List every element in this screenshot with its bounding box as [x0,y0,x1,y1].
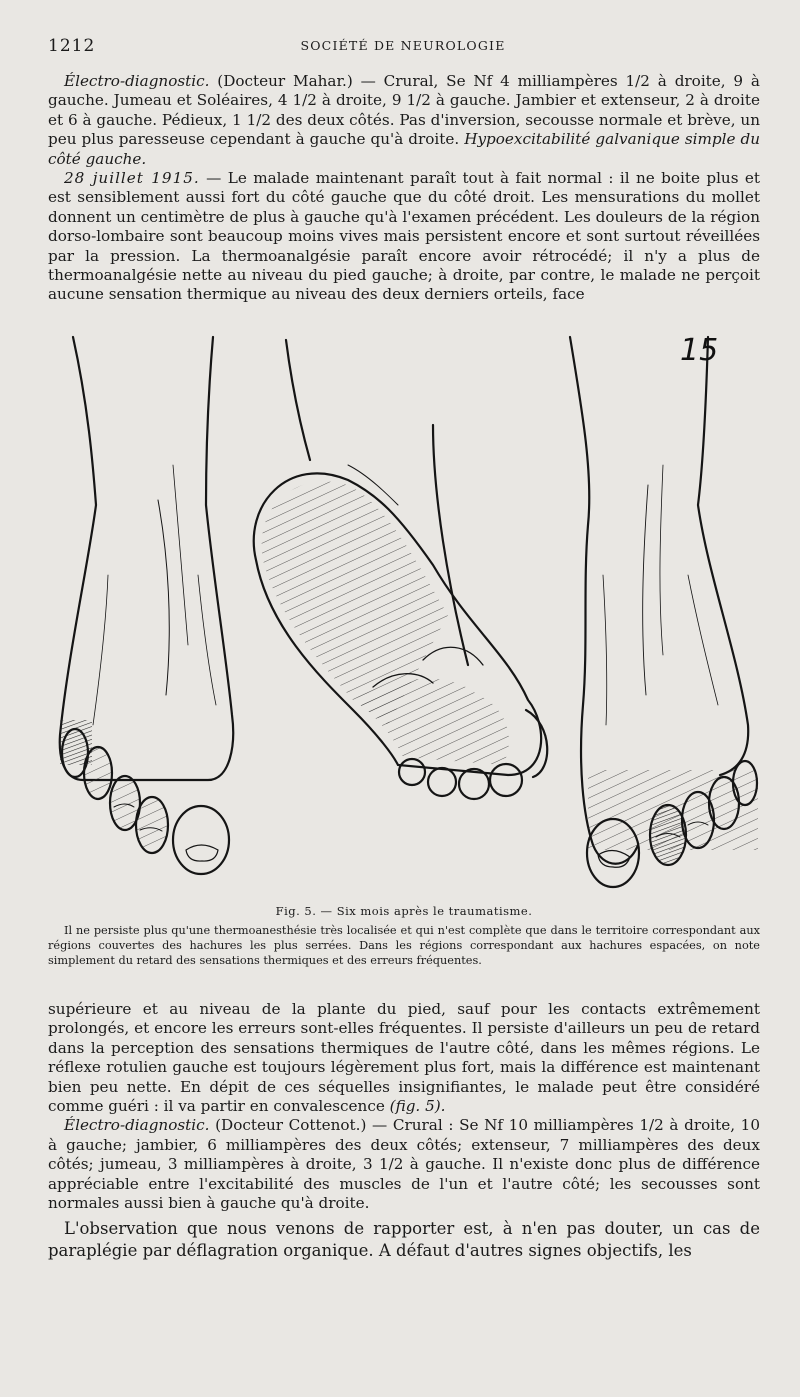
journal-title: SOCIÉTÉ DE NEUROLOGIE [300,38,506,53]
page-number: 1212 [48,36,96,56]
left-foot [60,337,233,874]
caption-text: Il ne persiste plus qu'une thermoanesthésie très localisée et qui n'est complète que dans le territoire correspondant aux régions couvertes des hachures les plus serrées. Dans les régions correspondant aux hachures espacées, on note simplement du retard des sensations thermiques et des erreurs fréquentes. [48,924,760,967]
figure-reference: (fig. 5). [389,1097,446,1116]
paragraph-text: supérieure et au niveau de la plante du pied, sauf pour les contacts extrêmement prolongés, et encore les erreurs sont-elles fréquentes. Il persiste d'ailleurs un peu de retard dans la perception des sensations thermiques de l'autre côté, dans les mêmes régions. Le réflexe rotulien gauche est toujours légèrement plus fort, mais la différence est maintenant bien peu nette. En dépit de ces séquelles insignifiantes, le malade peut être considéré comme guéri : il va partir en convalescence [48,1000,760,1116]
paragraph-text: — Le malade maintenant paraît tout à fait normal : il ne boite plus et est sensiblement aussi fort du côté gauche que du côté droit. Les mensurations du mollet donnent un centimètre de plus à gauche qu'à l'examen précédent. Les douleurs de la région dorso-lombaire sont beaucoup moins vives mais persistent encore et sont surtout réveillées par la pression. La thermoanalgésie paraît encore avoir rétrocédé; il n'y a plus de thermoanalgésie nette au niveau du pied gauche; à droite, par contre, le malade ne perçoit aucune sensation thermique au niveau des deux derniers orteils, face [48,169,760,304]
paragraph-july-1915 [48,169,760,305]
paragraph-text: (Docteur Cottenot.) — Crural : Se Nf 10 milliampères 1/2 à droite, 10 à gauche; jambier, 6 milliampères des deux côtés; extenseur, 7 milliampères des deux côtés; jumeau, 3 milliampères à droite, 3 1/2 à gauche. Il n'existe donc plus de différence appréciable entre l'excitabilité des muscles de l'un et l'autre côté; les secousses sont normales aussi bien à gauche qu'à droite. [48,1116,760,1213]
figure-caption-body [48,923,760,968]
figure-mark: 15 [680,333,719,368]
paragraph-observation: L'observation que nous venons de rapporter est, à n'en pas douter, un cas de paraplégie par déflagration organique. A défaut d'autres signes objectifs, les [48,1219,760,1260]
paragraph-continuation [48,1000,760,1116]
figure-caption-title: Fig. 5. — Six mois après le traumatisme. [275,904,533,918]
electro-diagnostic-label: Électro-diagnostic. [64,1116,210,1135]
right-foot [570,337,758,887]
paragraph-electro-diagnostic-2 [48,1116,760,1213]
running-head [48,36,758,58]
conclusion-italic: Hypoexcitabilité galvanique simple du côté gauche. [48,130,760,168]
top-text-block [48,72,760,305]
bottom-text-block [48,1000,760,1213]
electro-diagnostic-label: Électro-diagnostic. [64,72,210,90]
paragraph-electro-diagnostic-1 [48,72,760,169]
date-label: 28 juillet 1915. [64,169,200,188]
final-text-block [48,1218,760,1262]
middle-foot [254,340,547,799]
feet-drawing [48,325,760,900]
paragraph-text: (Docteur Mahar.) — Crural, Se Nf 4 milliampères 1/2 à droite, 9 à gauche. Jumeau et Soléaires, 4 1/2 à droite, 9 1/2 à gauche. Jambier et extenseur, 2 à droite et 6 à gauche. Pédieux, 1 1/2 des deux côtés. Pas d'inversion, secousse normale et brève, un peu plus paresseuse cependant à gauche qu'à droite. [48,72,760,149]
figure-feet-illustration [48,325,760,900]
